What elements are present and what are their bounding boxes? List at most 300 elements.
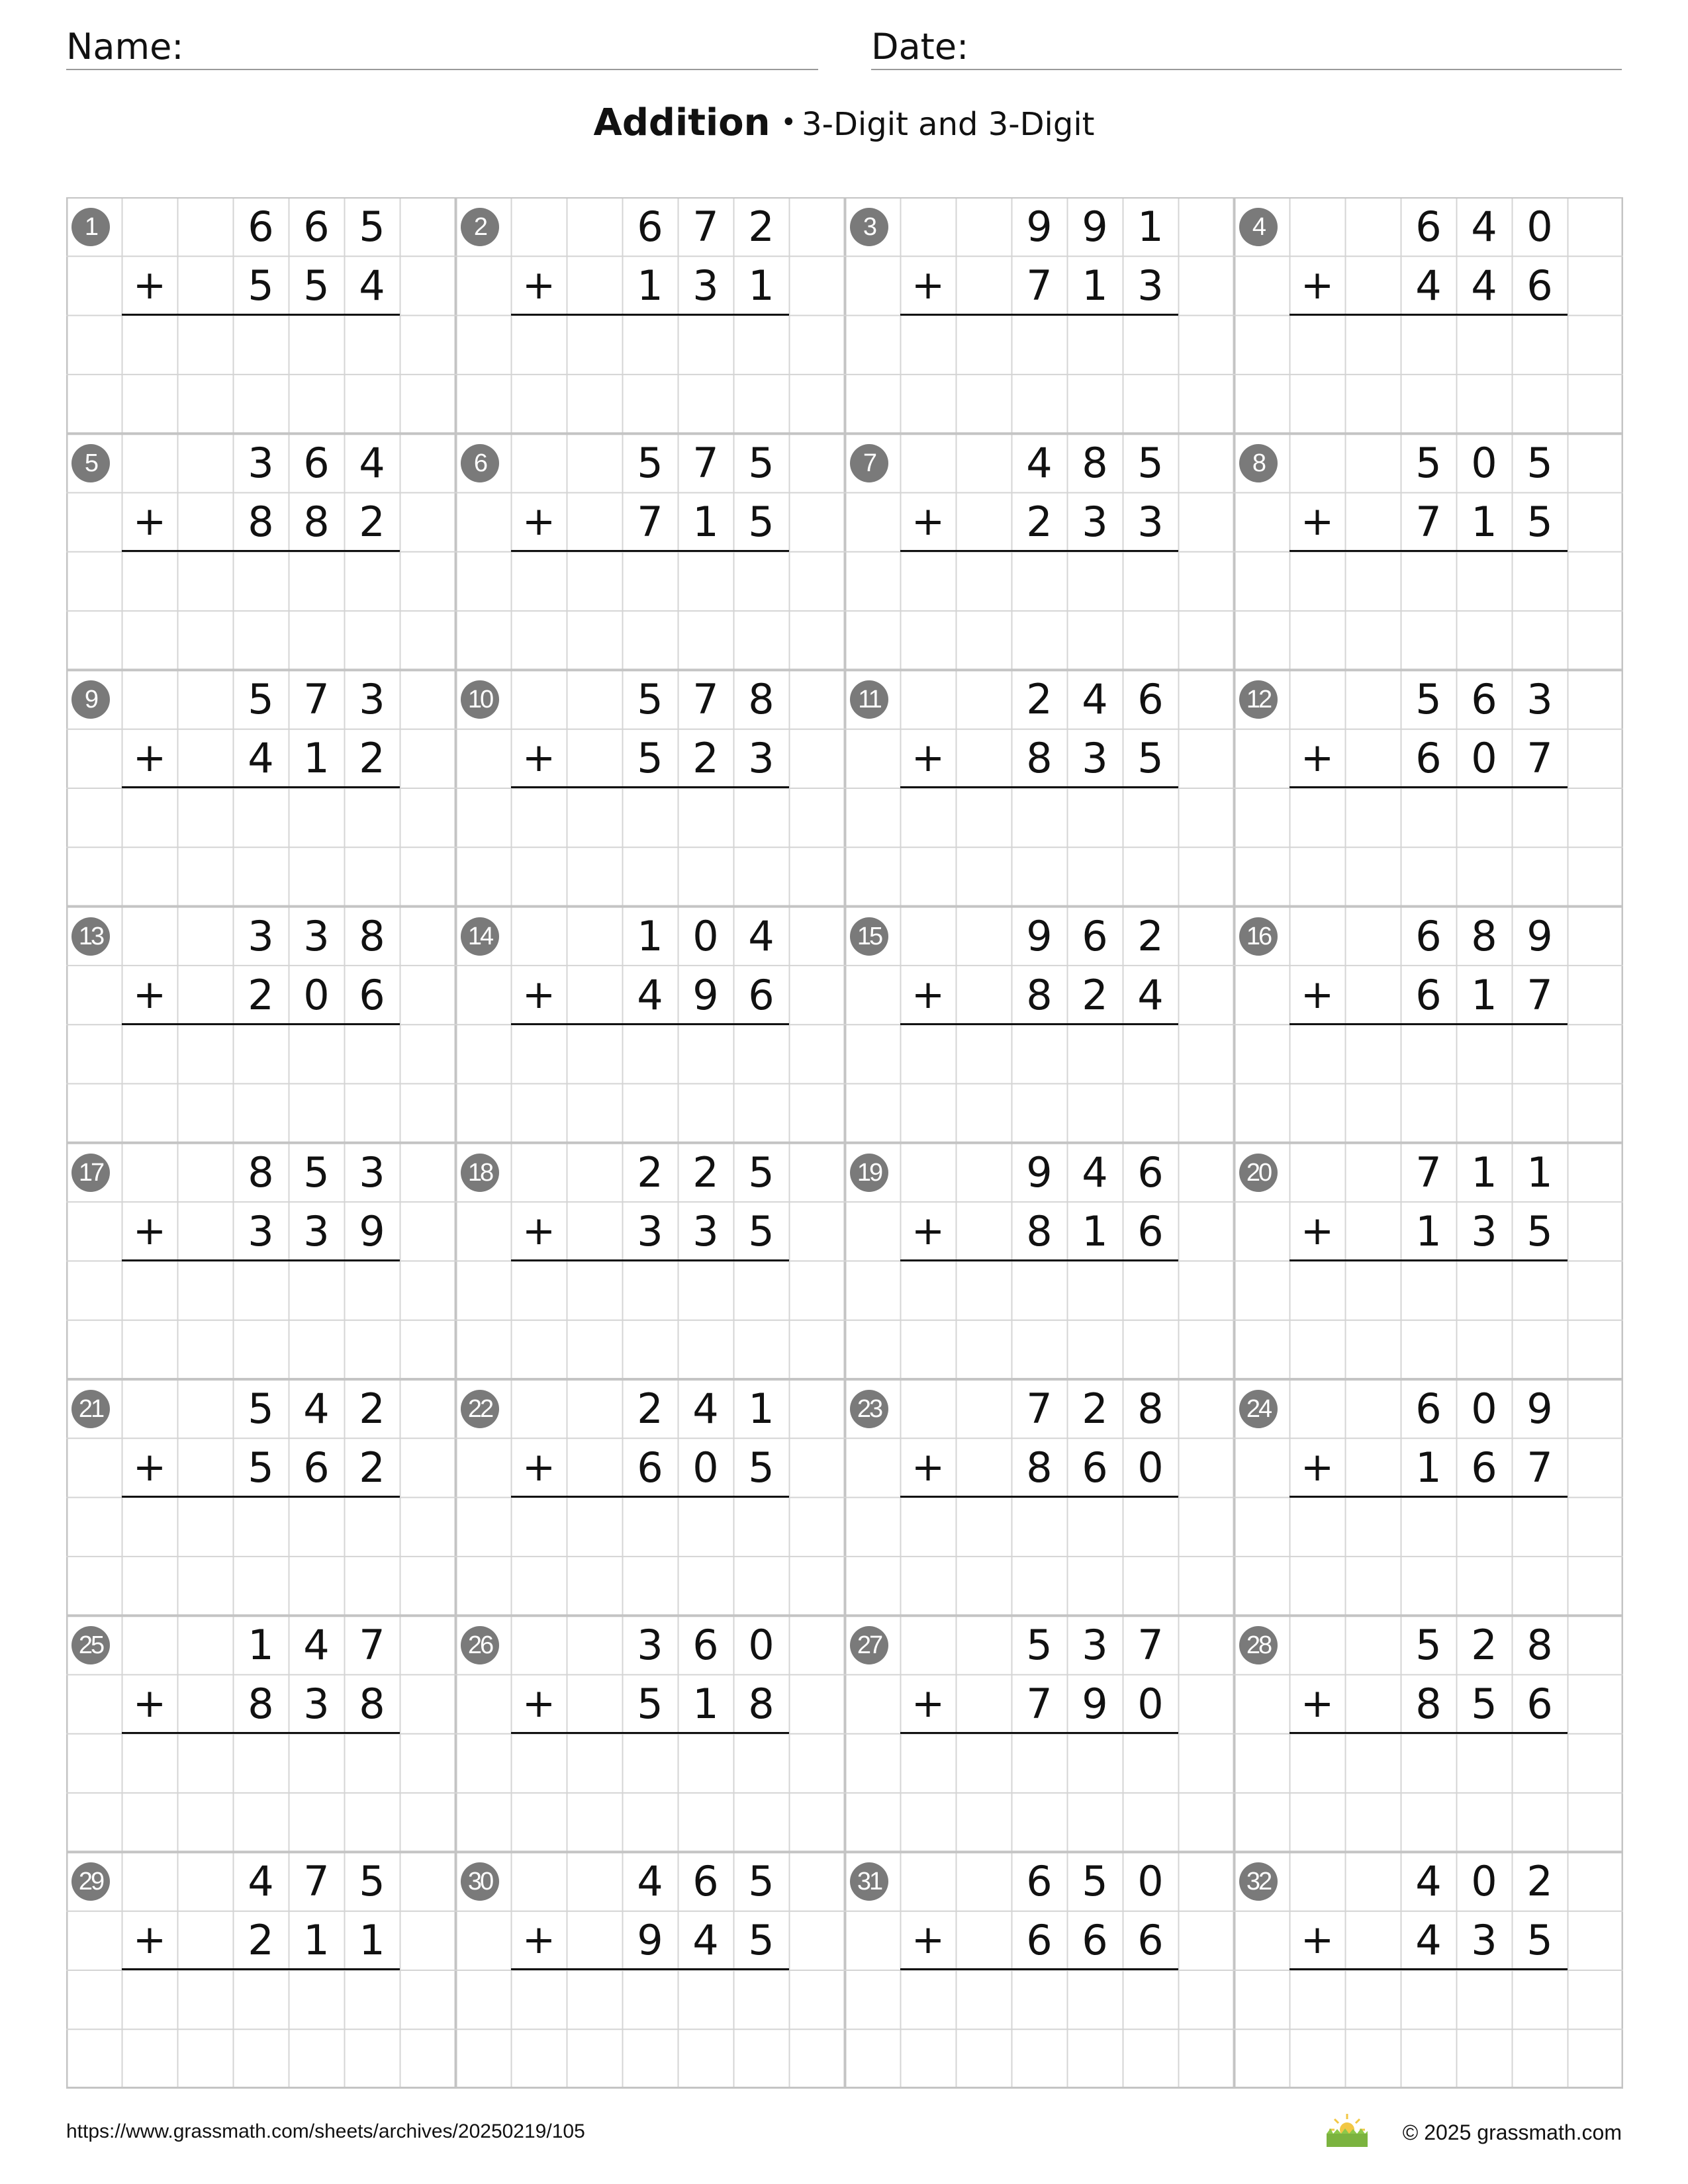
top-digit: 6	[1415, 203, 1442, 251]
bottom-digit: 3	[1137, 498, 1164, 547]
plus-sign: +	[522, 971, 556, 1018]
top-digit: 7	[1026, 1385, 1053, 1433]
bottom-digit: 8	[359, 1680, 385, 1729]
bottom-digit: 1	[1415, 1206, 1442, 1255]
bottom-digit: 6	[1415, 734, 1442, 783]
bottom-digit: 4	[1415, 261, 1442, 310]
title-separator: •	[780, 107, 797, 138]
top-digit: 3	[1082, 1621, 1108, 1670]
bottom-digit: 3	[1471, 1916, 1497, 1965]
bottom-digit: 5	[248, 1443, 274, 1492]
top-digit: 2	[637, 1385, 663, 1433]
top-digit: 5	[748, 1857, 774, 1906]
bottom-digit: 5	[248, 261, 274, 310]
top-digit: 4	[1082, 1148, 1108, 1197]
problem-21	[66, 1379, 455, 1615]
bottom-digit: 5	[1137, 734, 1164, 783]
top-digit: 9	[1526, 911, 1553, 960]
plus-sign: +	[522, 735, 556, 782]
bottom-digit: 2	[359, 1443, 385, 1492]
plus-sign: +	[132, 1207, 167, 1254]
bottom-digit: 5	[1526, 498, 1553, 547]
problem-12	[1234, 670, 1623, 905]
top-digit: 8	[1082, 439, 1108, 488]
answer-line	[511, 1023, 789, 1025]
answer-line	[511, 786, 789, 788]
grass-sun-logo-icon	[1324, 2111, 1370, 2148]
problem-number-badge: 30	[461, 1862, 499, 1901]
bottom-digit: 3	[692, 261, 719, 310]
plus-sign: +	[522, 1207, 556, 1254]
answer-line	[900, 1023, 1178, 1025]
date-label: Date:	[871, 26, 969, 68]
bottom-digit: 4	[637, 970, 663, 1019]
bottom-digit: 0	[1471, 734, 1497, 783]
top-digit: 7	[303, 675, 330, 724]
problem-32	[1234, 1852, 1623, 2087]
problem-number-badge: 8	[1239, 444, 1278, 482]
bottom-digit: 6	[1471, 1443, 1497, 1492]
answer-line	[122, 550, 400, 552]
title-subtitle: 3-Digit and 3-Digit	[802, 106, 1095, 143]
plus-sign: +	[1300, 262, 1335, 308]
bottom-digit: 6	[1082, 1443, 1108, 1492]
top-digit: 5	[637, 675, 663, 724]
bottom-digit: 6	[1082, 1916, 1108, 1965]
worksheet-title	[0, 101, 1688, 144]
bottom-digit: 2	[248, 970, 274, 1019]
top-digit: 4	[303, 1385, 330, 1433]
plus-sign: +	[1300, 735, 1335, 782]
bottom-digit: 6	[1526, 1680, 1553, 1729]
top-digit: 4	[248, 1857, 274, 1906]
top-digit: 7	[692, 439, 719, 488]
bottom-digit: 3	[692, 1206, 719, 1255]
bottom-digit: 4	[248, 734, 274, 783]
top-digit: 6	[692, 1857, 719, 1906]
bottom-digit: 3	[248, 1206, 274, 1255]
problem-number-badge: 19	[850, 1154, 888, 1192]
bottom-digit: 9	[1082, 1680, 1108, 1729]
top-digit: 5	[359, 1857, 385, 1906]
plus-sign: +	[1300, 971, 1335, 1018]
problem-2	[455, 197, 845, 433]
problem-number-badge: 6	[461, 444, 499, 482]
problem-number-badge: 7	[850, 444, 888, 482]
top-digit: 4	[748, 911, 774, 960]
problem-3	[845, 197, 1234, 433]
bottom-digit: 1	[637, 261, 663, 310]
top-digit: 8	[1526, 1621, 1553, 1670]
problem-number-badge: 2	[461, 208, 499, 246]
top-digit: 5	[359, 203, 385, 251]
plus-sign: +	[1300, 1444, 1335, 1490]
plus-sign: +	[911, 735, 945, 782]
bottom-digit: 3	[748, 734, 774, 783]
bottom-digit: 3	[1082, 498, 1108, 547]
answer-line	[122, 1259, 400, 1261]
top-digit: 5	[637, 439, 663, 488]
bottom-digit: 5	[748, 498, 774, 547]
bottom-digit: 1	[303, 1916, 330, 1965]
top-digit: 4	[637, 1857, 663, 1906]
name-field[interactable]	[66, 20, 818, 70]
answer-line	[900, 786, 1178, 788]
bottom-digit: 2	[359, 498, 385, 547]
problem-number-badge: 25	[71, 1626, 110, 1664]
top-digit: 0	[1471, 1857, 1497, 1906]
bottom-digit: 8	[1415, 1680, 1442, 1729]
bottom-digit: 6	[1137, 1916, 1164, 1965]
top-digit: 9	[1026, 911, 1053, 960]
bottom-digit: 1	[303, 734, 330, 783]
bottom-digit: 3	[637, 1206, 663, 1255]
problem-number-badge: 17	[71, 1154, 110, 1192]
top-digit: 1	[248, 1621, 274, 1670]
top-digit: 2	[1471, 1621, 1497, 1670]
problem-7	[845, 433, 1234, 669]
top-digit: 4	[692, 1385, 719, 1433]
top-digit: 1	[1471, 1148, 1497, 1197]
plus-sign: +	[911, 1917, 945, 1964]
problem-number-badge: 10	[461, 680, 499, 719]
answer-line	[1289, 314, 1568, 316]
bottom-digit: 4	[359, 261, 385, 310]
top-digit: 2	[359, 1385, 385, 1433]
bottom-digit: 6	[1137, 1206, 1164, 1255]
problem-number-badge: 26	[461, 1626, 499, 1664]
top-digit: 1	[1137, 203, 1164, 251]
bottom-digit: 1	[748, 261, 774, 310]
answer-line	[900, 1496, 1178, 1498]
top-digit: 3	[248, 911, 274, 960]
bottom-digit: 4	[1137, 970, 1164, 1019]
answer-line	[1289, 1259, 1568, 1261]
top-digit: 9	[1026, 203, 1053, 251]
plus-sign: +	[132, 735, 167, 782]
problem-20	[1234, 1143, 1623, 1379]
problem-1	[66, 197, 455, 433]
answer-line	[1289, 550, 1568, 552]
bottom-digit: 7	[637, 498, 663, 547]
top-digit: 1	[748, 1385, 774, 1433]
answer-line	[122, 1023, 400, 1025]
top-digit: 5	[248, 1385, 274, 1433]
problem-number-badge: 20	[1239, 1154, 1278, 1192]
problem-number-badge: 21	[71, 1390, 110, 1428]
top-digit: 7	[692, 203, 719, 251]
answer-line	[1289, 1023, 1568, 1025]
top-digit: 2	[1082, 1385, 1108, 1433]
top-digit: 2	[1026, 675, 1053, 724]
problem-number-badge: 29	[71, 1862, 110, 1901]
top-digit: 5	[1415, 675, 1442, 724]
top-digit: 4	[359, 439, 385, 488]
bottom-digit: 9	[692, 970, 719, 1019]
top-digit: 0	[1526, 203, 1553, 251]
bottom-digit: 6	[1026, 1916, 1053, 1965]
top-digit: 5	[1026, 1621, 1053, 1670]
top-digit: 4	[1082, 675, 1108, 724]
bottom-digit: 3	[1137, 261, 1164, 310]
bottom-digit: 1	[1415, 1443, 1442, 1492]
bottom-digit: 8	[1026, 970, 1053, 1019]
bottom-digit: 1	[1082, 261, 1108, 310]
plus-sign: +	[1300, 498, 1335, 545]
bottom-digit: 1	[692, 1680, 719, 1729]
bottom-digit: 9	[359, 1206, 385, 1255]
top-digit: 3	[248, 439, 274, 488]
top-digit: 8	[748, 675, 774, 724]
top-digit: 6	[1137, 1148, 1164, 1197]
bottom-digit: 2	[248, 1916, 274, 1965]
plus-sign: +	[132, 1917, 167, 1964]
problem-19	[845, 1143, 1234, 1379]
problem-24	[1234, 1379, 1623, 1615]
top-digit: 4	[1026, 439, 1053, 488]
plus-sign: +	[1300, 1917, 1335, 1964]
problem-30	[455, 1852, 845, 2087]
problem-number-badge: 11	[850, 680, 888, 719]
plus-sign: +	[132, 1680, 167, 1727]
problem-number-badge: 24	[1239, 1390, 1278, 1428]
bottom-digit: 7	[1526, 1443, 1553, 1492]
problem-27	[845, 1615, 1234, 1851]
answer-line	[1289, 786, 1568, 788]
top-digit: 2	[637, 1148, 663, 1197]
bottom-digit: 4	[1415, 1916, 1442, 1965]
problem-number-badge: 14	[461, 917, 499, 956]
bottom-digit: 8	[1026, 734, 1053, 783]
problem-15	[845, 907, 1234, 1142]
date-field[interactable]	[871, 20, 1622, 70]
bottom-digit: 6	[637, 1443, 663, 1492]
bottom-digit: 7	[1526, 734, 1553, 783]
answer-line	[1289, 1496, 1568, 1498]
top-digit: 8	[1471, 911, 1497, 960]
problem-17	[66, 1143, 455, 1379]
top-digit: 6	[1082, 911, 1108, 960]
top-digit: 7	[1137, 1621, 1164, 1670]
bottom-digit: 0	[1137, 1443, 1164, 1492]
bottom-digit: 1	[1471, 498, 1497, 547]
problem-18	[455, 1143, 845, 1379]
top-digit: 3	[359, 1148, 385, 1197]
top-digit: 7	[359, 1621, 385, 1670]
top-digit: 6	[1415, 1385, 1442, 1433]
top-digit: 6	[248, 203, 274, 251]
bottom-digit: 4	[692, 1916, 719, 1965]
bottom-digit: 3	[1082, 734, 1108, 783]
top-digit: 6	[692, 1621, 719, 1670]
problem-9	[66, 670, 455, 905]
answer-line	[511, 1968, 789, 1970]
plus-sign: +	[132, 498, 167, 545]
problem-number-badge: 27	[850, 1626, 888, 1664]
top-digit: 8	[248, 1148, 274, 1197]
top-digit: 9	[1026, 1148, 1053, 1197]
top-digit: 5	[1137, 439, 1164, 488]
bottom-digit: 8	[248, 498, 274, 547]
problem-number-badge: 15	[850, 917, 888, 956]
bottom-digit: 3	[1471, 1206, 1497, 1255]
bottom-digit: 1	[359, 1916, 385, 1965]
bottom-digit: 1	[692, 498, 719, 547]
bottom-digit: 5	[1526, 1916, 1553, 1965]
problem-number-badge: 1	[71, 208, 110, 246]
problem-23	[845, 1379, 1234, 1615]
bottom-digit: 9	[637, 1916, 663, 1965]
answer-line	[511, 550, 789, 552]
plus-sign: +	[911, 1207, 945, 1254]
problem-number-badge: 22	[461, 1390, 499, 1428]
top-digit: 0	[1137, 1857, 1164, 1906]
problem-number-badge: 9	[71, 680, 110, 719]
name-label: Name:	[66, 26, 184, 68]
plus-sign: +	[522, 498, 556, 545]
top-digit: 2	[1137, 911, 1164, 960]
answer-line	[900, 550, 1178, 552]
problem-number-badge: 32	[1239, 1862, 1278, 1901]
top-digit: 7	[692, 675, 719, 724]
plus-sign: +	[911, 498, 945, 545]
plus-sign: +	[522, 262, 556, 308]
problem-8	[1234, 433, 1623, 669]
bottom-digit: 8	[303, 498, 330, 547]
bottom-digit: 5	[637, 1680, 663, 1729]
problem-4	[1234, 197, 1623, 433]
top-digit: 6	[1137, 675, 1164, 724]
answer-line	[511, 1259, 789, 1261]
plus-sign: +	[522, 1444, 556, 1490]
plus-sign: +	[911, 1444, 945, 1490]
top-digit: 5	[1415, 1621, 1442, 1670]
plus-sign: +	[1300, 1207, 1335, 1254]
top-digit: 5	[1526, 439, 1553, 488]
top-digit: 0	[1471, 1385, 1497, 1433]
answer-line	[511, 1496, 789, 1498]
bottom-digit: 6	[303, 1443, 330, 1492]
top-digit: 8	[359, 911, 385, 960]
answer-line	[122, 1968, 400, 1970]
bottom-digit: 1	[1471, 970, 1497, 1019]
top-digit: 5	[303, 1148, 330, 1197]
top-digit: 6	[1471, 675, 1497, 724]
bottom-digit: 6	[359, 970, 385, 1019]
bottom-digit: 5	[1526, 1206, 1553, 1255]
problem-number-badge: 4	[1239, 208, 1278, 246]
bottom-digit: 6	[1415, 970, 1442, 1019]
top-digit: 6	[637, 203, 663, 251]
answer-line	[511, 314, 789, 316]
top-digit: 3	[1526, 675, 1553, 724]
plus-sign: +	[911, 971, 945, 1018]
bottom-digit: 0	[692, 1443, 719, 1492]
bottom-digit: 8	[248, 1680, 274, 1729]
problem-number-badge: 31	[850, 1862, 888, 1901]
footer-url: https://www.grassmath.com/sheets/archives/20250219/105	[66, 2120, 585, 2142]
bottom-digit: 8	[1026, 1443, 1053, 1492]
top-digit: 8	[1137, 1385, 1164, 1433]
answer-line	[900, 1732, 1178, 1734]
bottom-digit: 5	[1471, 1680, 1497, 1729]
problem-number-badge: 13	[71, 917, 110, 956]
bottom-digit: 8	[748, 1680, 774, 1729]
top-digit: 2	[692, 1148, 719, 1197]
plus-sign: +	[132, 262, 167, 308]
title-main: Addition	[593, 101, 771, 144]
bottom-digit: 2	[692, 734, 719, 783]
bottom-digit: 6	[1526, 261, 1553, 310]
top-digit: 6	[303, 203, 330, 251]
bottom-digit: 4	[1471, 261, 1497, 310]
answer-line	[511, 1732, 789, 1734]
bottom-digit: 5	[748, 1916, 774, 1965]
problem-31	[845, 1852, 1234, 2087]
plus-sign: +	[522, 1680, 556, 1727]
problem-6	[455, 433, 845, 669]
top-digit: 5	[1082, 1857, 1108, 1906]
bottom-digit: 2	[1026, 498, 1053, 547]
top-digit: 0	[692, 911, 719, 960]
top-digit: 7	[1415, 1148, 1442, 1197]
problem-grid	[66, 197, 1623, 2089]
top-digit: 3	[303, 911, 330, 960]
answer-line	[122, 1732, 400, 1734]
footer-copyright: © 2025 grassmath.com	[1402, 2120, 1622, 2144]
bottom-digit: 5	[748, 1206, 774, 1255]
problem-28	[1234, 1615, 1623, 1851]
problem-number-badge: 12	[1239, 680, 1278, 719]
top-digit: 2	[748, 203, 774, 251]
problem-number-badge: 18	[461, 1154, 499, 1192]
bottom-digit: 5	[748, 1443, 774, 1492]
problem-5	[66, 433, 455, 669]
answer-line	[900, 1259, 1178, 1261]
top-digit: 4	[1415, 1857, 1442, 1906]
answer-line	[1289, 1732, 1568, 1734]
top-digit: 6	[1415, 911, 1442, 960]
problem-number-badge: 23	[850, 1390, 888, 1428]
top-digit: 0	[748, 1621, 774, 1670]
top-digit: 1	[637, 911, 663, 960]
answer-line	[122, 786, 400, 788]
bottom-digit: 5	[637, 734, 663, 783]
top-digit: 5	[248, 675, 274, 724]
problem-number-badge: 16	[1239, 917, 1278, 956]
problem-10	[455, 670, 845, 905]
top-digit: 9	[1082, 203, 1108, 251]
plus-sign: +	[132, 1444, 167, 1490]
bottom-digit: 7	[1526, 970, 1553, 1019]
bottom-digit: 6	[748, 970, 774, 1019]
top-digit: 5	[1415, 439, 1442, 488]
plus-sign: +	[522, 1917, 556, 1964]
top-digit: 3	[637, 1621, 663, 1670]
problem-29	[66, 1852, 455, 2087]
answer-line	[900, 1968, 1178, 1970]
problem-22	[455, 1379, 845, 1615]
problem-13	[66, 907, 455, 1142]
problem-number-badge: 3	[850, 208, 888, 246]
top-digit: 1	[1526, 1148, 1553, 1197]
problem-14	[455, 907, 845, 1142]
answer-line	[122, 314, 400, 316]
bottom-digit: 7	[1026, 1680, 1053, 1729]
bottom-digit: 8	[1026, 1206, 1053, 1255]
problem-number-badge: 5	[71, 444, 110, 482]
problem-number-badge: 28	[1239, 1626, 1278, 1664]
